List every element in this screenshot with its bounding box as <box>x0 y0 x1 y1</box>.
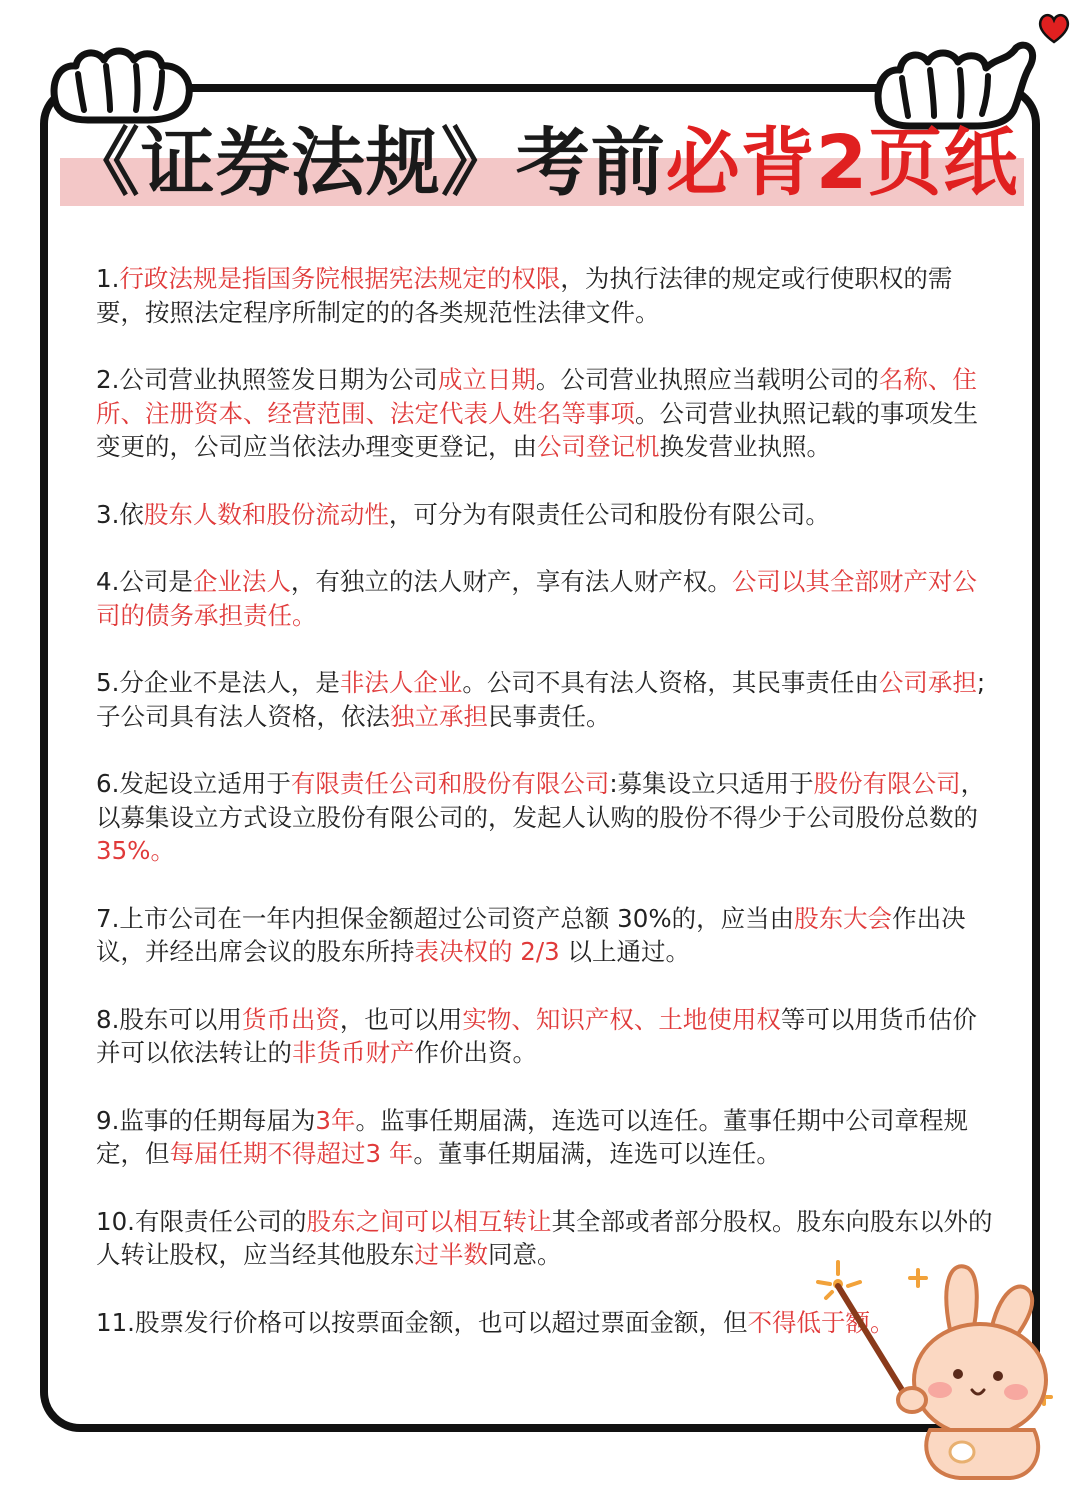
highlighted-text: 货币出资 <box>241 1004 340 1034</box>
highlighted-text: 3年 <box>315 1105 356 1135</box>
body-text: 。公司营业执照应当载明公司的 <box>535 365 879 394</box>
highlighted-text: 非法人企业 <box>339 668 463 697</box>
highlighted-text: 股东之间可以相互转让 <box>306 1206 552 1236</box>
body-text: 1. <box>96 264 120 293</box>
note-item-9 <box>96 1104 996 1171</box>
highlighted-text: 不得低于 <box>747 1307 846 1337</box>
body-text: 11.股票发行价格可以按票面金额，也可以超过票面金额，但 <box>96 1307 748 1337</box>
highlighted-text: 过半数 <box>414 1240 488 1269</box>
body-text: ;子公司具有法人资格，依法 <box>96 668 986 731</box>
note-item-5 <box>96 666 996 733</box>
body-text: 其全部或者部分股权。股东向股东以外的人转让股权，应当经其他股东 <box>96 1206 993 1269</box>
left-hand-icon <box>48 44 198 124</box>
body-text: 7.上市公司在一年内担保金额超过公司资产总额 30%的，应当由 <box>96 903 795 933</box>
note-item-2 <box>96 363 996 464</box>
highlighted-text: 企业法人 <box>192 567 291 596</box>
bunny-mascot-icon <box>790 1240 1070 1480</box>
highlighted-text: 有限责任公司和股份有限公司 <box>290 769 610 798</box>
body-text: 同意。 <box>488 1240 562 1269</box>
body-text: 以上通过。 <box>559 937 691 966</box>
body-text: ，为执行法律的规定或行使职权的需要，按照法定程序所制定的的各类规范性法律文件。 <box>96 264 953 327</box>
right-hand-icon <box>870 40 1040 130</box>
highlighted-text: 公司承担 <box>878 668 977 697</box>
highlighted-text: 公司登记机 <box>537 432 660 461</box>
note-item-4 <box>96 565 996 632</box>
heart-icon <box>1036 12 1072 46</box>
note-list <box>96 262 996 1373</box>
title-main: 《证券法规》考前 <box>65 120 666 206</box>
highlighted-text: 成立日期 <box>437 365 536 394</box>
body-text: 5.分企业不是法人，是 <box>96 668 340 697</box>
body-text: 3.依 <box>96 499 144 529</box>
body-text: ，可分为有限责任公司和股份有限公司。 <box>388 499 830 529</box>
body-text: 8.股东可以用 <box>96 1004 242 1034</box>
body-text: 换发营业执照。 <box>659 432 831 461</box>
body-text: 4.公司是 <box>96 567 193 596</box>
body-text: 作出决议，并经出席会议的股东所持 <box>96 903 966 966</box>
highlighted-text: 名称、住所、注册资本、经营范围、法定代表人姓名等事项 <box>96 365 977 428</box>
note-item-7 <box>96 902 996 969</box>
highlighted-text: 股份有限公司 <box>813 769 961 798</box>
body-text: ，有独立的法人财产，享有法人财产权。 <box>290 567 732 596</box>
body-text: 等可以用货币估价并可以依法转让的 <box>96 1004 977 1067</box>
highlighted-text: 股东大会 <box>794 903 893 933</box>
body-text: 10.有限责任公司的 <box>96 1206 307 1236</box>
title-accent: 必背2页纸 <box>665 120 1019 206</box>
body-text: 作价出资。 <box>414 1038 537 1067</box>
note-item-1 <box>96 262 996 329</box>
highlighted-text: 非货币财产 <box>292 1038 415 1067</box>
highlighted-text: 实物、知识产权、土地使用权 <box>462 1004 781 1034</box>
body-text: 。公司营业执照记载的事项发生变更的，公司应当依法办理变更登记，由 <box>96 398 978 461</box>
highlighted-text: 表决权的 2/3 <box>414 937 560 966</box>
highlighted-text: 独立承担 <box>390 701 488 731</box>
note-item-8 <box>96 1003 996 1070</box>
note-item-3 <box>96 498 996 532</box>
note-item-6 <box>96 767 996 868</box>
body-text: 。监事任期届满，连选可以连任。董事任期中公司章程规定，但 <box>96 1105 968 1168</box>
body-text: ，也可以用 <box>339 1004 463 1034</box>
highlighted-text: 公司以其全部财产对公司的债务承担责任。 <box>96 567 977 630</box>
body-text: 6.发起设立适用于 <box>96 769 291 798</box>
highlighted-text: 股东人数和股份流动性 <box>143 499 389 529</box>
highlighted-text: 每届任期不得超过3 年 <box>169 1139 414 1168</box>
body-text: :募集设立只适用于 <box>609 769 814 798</box>
body-text: ，以募集设立方式设立股份有限公司的，发起人认购的股份不得少于公司股份总数的 <box>96 769 986 832</box>
page-title <box>60 118 1024 208</box>
body-text: 民事责任。 <box>488 701 611 731</box>
highlighted-text: 额。 <box>845 1307 895 1337</box>
highlighted-text: 行政法规是指国务院根据宪法规定的权限 <box>119 264 561 293</box>
body-text: 。董事任期届满，连选可以连任。 <box>413 1139 781 1168</box>
highlighted-text: 35%。 <box>96 836 175 865</box>
body-text: 9.监事的任期每届为 <box>96 1105 316 1135</box>
body-text: 2.公司营业执照签发日期为公司 <box>96 365 438 394</box>
body-text: 。公司不具有法人资格，其民事责任由 <box>462 668 879 697</box>
